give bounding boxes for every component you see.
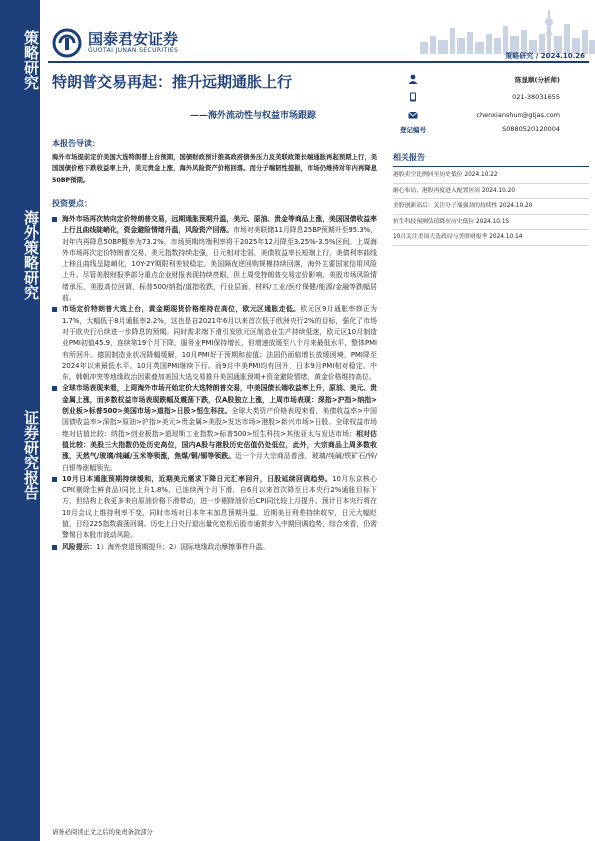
related-report-title[interactable]: 恒生科技预测估值降至历史低位 (393, 218, 475, 225)
brand-mark-icon (52, 28, 82, 58)
brand-text (88, 31, 178, 55)
risk-warning-item (52, 542, 377, 553)
key-point-lead: 全球市场表现来看，上周海外市场开始定价大选特朗普交易，中美国债长端收益率上升，原油、美元、贵金属上涨，而多数权益市场表现跌幅及震荡下跌，仅A股独立上涨，上周市场表现：深指>沪指>纳指>创业板>标普500>美国市场>道指>日股>恒生科技。 (62, 384, 377, 416)
risk-warning-body: 1）海外衰退预期提升；2）国际地缘政治摩擦事件升温。 (96, 542, 270, 551)
related-report-item[interactable] (393, 171, 589, 184)
related-report-title[interactable]: 10月关注美国大选政局与美股财报季 (393, 234, 488, 241)
skyline-illustration (420, 8, 595, 54)
sidebar-label-overseas: 海外策略研究 (22, 210, 40, 300)
analyst-name: 陈显顺(分析师) (515, 76, 560, 84)
related-report-date: 2024.10.14 (489, 234, 523, 241)
related-reports (393, 152, 589, 249)
key-point-lead: 海外市场再次转向定价特朗普交易，远期通胀预期升温，美元、原油、贵金等商品上涨，美国国债收益率上行且曲线陡峭化，资金避险情绪升温，风险资产回落。 (62, 215, 377, 235)
risk-warning-lead: 风险提示： (62, 542, 97, 551)
related-report-item[interactable] (393, 187, 589, 200)
related-report-date: 2024.10.20 (481, 187, 516, 194)
analyst-email[interactable]: chenxianshun@gtjas.com (476, 111, 560, 119)
brand-name-en: GUOTAI JUNAN SECURITIES (88, 47, 179, 54)
brand-name-cn: 国泰君安证券 (88, 30, 179, 48)
key-point-body: 10月东京核心CPI(剔除生鲜食品)同比上升1.8%，已连续两个月下滑，自6月以来首次降至日本央行2%通胀目标下方，但结构上我更多来自原油价格下滑带动，进一步剔除油价后CPI同比较上月提升。预计日本央行将在10月会议上维持利率不变，同时市场对日本年末加息预期升温。近期美日利差持续收窄，日元大幅贬值，日经225指数震荡回调。历史上日央行退出量化宽松后股市通常步入中期回调趋势，综合来看，仍需警惕日本股市波动风险。 (62, 474, 377, 540)
key-points-heading: 投资要点： (52, 198, 92, 208)
brand-logo (52, 28, 178, 58)
header-divider (48, 61, 589, 63)
related-reports-heading: 相关报告 (393, 152, 589, 167)
phone-icon (408, 92, 418, 102)
key-point-body: 欧元区9月通胀率修正为1.7%，大幅低于8月通胀率2.2%，这也是自2021年6月以来首次低于欧洲央行2%的目标，强化了市场对于欧央行后续进一步降息的预期。同时需求端下滑引发欧元区制造业生产持续低迷，欧元区10月制造业PMI初值45.9，连续第19个月下降，服务业PMI保持增长，但增速放缓至八个月来最低水平，整体PMI有所回升。德国制造业状况降幅缓解，10月PMI好于预期和前值；法国仍面临增长放缓困境，PMI降至2024年以来最低水平。10月英国PMI继续下行。而9月中美PMI均有回升，日本9月PMI相对稳定。中东、韩朝冲突等地缘政治因素叠加美国大选交易推升美国通胀预期+资金避险情绪，黄金价格维持高位。 (62, 305, 377, 382)
sidebar-label-strategy: 策略研究 (22, 30, 40, 90)
email-icon (408, 110, 418, 120)
key-point-body: 市场对美联储11月降息25BP预期升至95.3%，对年内再降息50BP概率为73.2%，市场预期终端利率将于2025年12月降至3.25%-3.5%区间。上周海外市场再次定价特朗普交易，美元指数持续走强，日元相对走弱，美债收益率长短端上行，美债利率曲线上移且曲线呈陡峭化，10Y-2Y期限利差较稳定。美国隔夜逆回购规模持续回落，海外主要国家信用风险上升。尽管美股财报季部分重点企业财报表现持续亮眼，但上周受特朗普交易定价影响，美股市场风险情绪承压，美股高位回调，标普500/纳指/道指收跌，行业层面，材料/工业/医疗保健/能源/金融等跌幅居前。 (62, 226, 377, 303)
key-point-end: 近一个月大宗商品普涨，玻璃/纯碱/铁矿石/锌/白银等涨幅领先。 (62, 452, 377, 472)
person-icon (408, 74, 418, 84)
related-report-item[interactable] (393, 202, 589, 215)
key-point-lead: 10月日本通胀预期持续缓和，近期美元需求下降日元汇率回升，日股延续回调趋势。 (62, 474, 333, 483)
related-report-item[interactable] (393, 218, 589, 231)
report-title: 特朗普交易再起：推升远期通胀上行 (52, 73, 293, 91)
related-report-title[interactable]: 耐心布局，港股再度进入配置区间 (393, 187, 480, 194)
key-point-item (52, 304, 377, 383)
key-point-tail: 相对估值比较：美股三大指数仍处历史高位，国内A股与港股历史估值仍处低位，此外，大宗商品上周多数收涨，天然气/玻璃/纯碱/玉米等领涨，焦煤/铜/锡等领跌。 (62, 429, 377, 461)
related-report-date: 2024.10.22 (464, 172, 498, 178)
key-point-item (52, 383, 377, 473)
header-category-date: 策略研究 / 2024.10.26 (505, 52, 585, 60)
key-point-lead: 市场定价特朗普大选上台，黄金期现货价格维持在高位，欧元区通胀走低。 (62, 305, 301, 314)
related-report-date: 2024.10.15 (476, 218, 510, 225)
related-report-item[interactable] (393, 233, 589, 246)
guide-heading: 本报告导读： (52, 138, 100, 148)
footer-disclaimer: 请务必阅读正文之后的免责条款部分 (52, 829, 153, 836)
registration-number: S0880520120004 (502, 125, 560, 133)
key-point-item (52, 474, 377, 542)
key-point-item (52, 214, 377, 304)
key-point-body: 全球大类资产价格表现来看，美债收益率>中国国债收益率>深指>原油>沪指>美元>贵金属>美股>发达市场>港股>新兴市场>日股。全球权益市场绝对估值比较：纳指>创业板指>道琼斯工业指数>标普500>恒生科技>其他亚太与发达市场； (62, 407, 377, 438)
related-report-title[interactable]: 美股创新高后：关注分子端强劲的持续性 (393, 203, 498, 210)
sidebar (0, 0, 40, 841)
report-subtitle: ——海外流动性与权益市场跟踪 (190, 111, 317, 121)
guide-text: 海外市场提前定价美国大选特朗普上台预期，国债财政预计推高政府债务压力及美联政策长端通胀再起预期上行，美国国债价格下跌收益率上升，美元贵金上涨，海外风险资产价格回落。而分子端韧性提振，市场仍维持对年内再降息50BP预期。 (52, 154, 377, 184)
registration-label: 登记编号 (400, 126, 426, 134)
related-report-title[interactable]: 港股卖空比例回至历史低位 (393, 172, 463, 178)
key-points-list (52, 214, 377, 553)
sidebar-label-securities-report: 证券研究报告 (22, 410, 40, 500)
related-report-date: 2024.10.20 (499, 203, 533, 210)
analyst-phone: 021-38031655 (512, 93, 560, 101)
